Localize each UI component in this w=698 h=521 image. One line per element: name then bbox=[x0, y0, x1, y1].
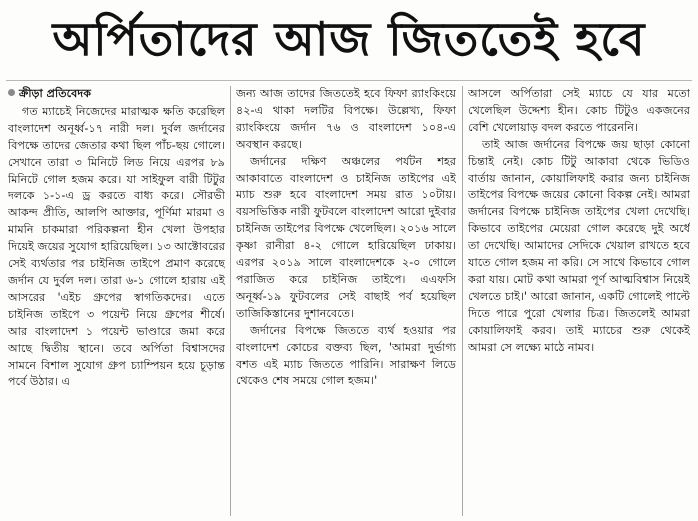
paragraph: জন্য আজ তাদের জিততেই হবে ফিফা র‍্যাংকিংয়ে ৪২-এ থাকা দলটির বিপক্ষে। উল্লেখ্য, ফিফা র‍্যাংকিংয়ে জর্দান ৭৬ ও বাংলাদেশ ১০৪-এ অবস্থান করছে। bbox=[236, 87, 456, 151]
paragraph: গত ম্যাচেই নিজেদের মারাত্মক ক্ষতি করেছিল বাংলাদেশ অনূর্ধ্ব-১৭ নারী দল। দুর্বল জর্দানের বিপক্ষে তাদের জেতার কথা ছিল পাঁচ-ছয় গোলে। সেখানে তারা ৩ মিনিটে লিড নিয়ে এরপর ৮৯ মিনিটে গোল হজম করে। যা সাইফুল বারী টিটুর দলকে ১-১-এ ড্র করতে বাধ্য করে। সৌরভী আকন্দ প্রীতি, আলপি আক্তার, পূর্ণিমা মারমা ও মামনি চাকমারা পরিকল্পনা হীন খেলা উপহার দিয়েই জয়ের সুযোগ হারিয়েছিল। ১৩ আক্টোবরের সেই ব্যর্থতার পর চাইনিজ তাইপে প্রমাণ করেছে জর্দান যে দুর্বল দল। তারা ৬-১ গোলে হারায় এই আসরের 'এইচ গ্রুপের স্বাগতিকদের। এতে চাইনিজ তাইপে ৩ পয়েন্ট নিয়ে গ্রুপের শীর্ষে। আর বাংলাদেশ ১ পয়েন্ট ভাণ্ডারে জমা করে আছে দ্বিতীয় স্থানে। তবে অর্পিতা বিশ্বাসদের সামনে বিশাল সুযোগ গ্রুপ চ্যাম্পিয়ন হয়ে চূড়ান্ত পর্বে উঠার। এ bbox=[8, 104, 225, 389]
column-divider bbox=[462, 86, 463, 516]
column-divider bbox=[230, 86, 231, 516]
byline bbox=[8, 86, 225, 103]
byline-text: ক্রীড়া প্রতিবেদক bbox=[19, 87, 92, 100]
article-column-1 bbox=[8, 86, 225, 516]
headline: অর্পিতাদের আজ জিততেই হবে bbox=[52, 12, 646, 66]
paragraph: আসলে অর্পিতারা সেই ম্যাচে যে যার মতো খেলেছিল উদ্দেশ্য হীন। কোচ টিটুও একজনের বেশি খেলোয়াড় বদল করতে পারেননি। bbox=[468, 87, 690, 134]
paragraph: তাই আজ জর্দানের বিপক্ষে জয় ছাড়া কোনো চিন্তাই নেই। কোচ টিটু আকাবা থেকে ভিডিও বার্তায় জানান, কোয়ালিফাই করার জন্য চাইনিজ তাইপের বিপক্ষে জয়ের কোনো বিকল্প নেই। আমরা জর্দানের বিপক্ষে চাইনিজ তাইপের খেলা দেখেছি। কিভাবে তাইপের মেয়েরা গোল করেছে দুই অর্ধে তা দেখেছি। আমাদের সেদিকে খেয়াল রাখতে হবে যাতে গোল হজম না করি। সে সাথে কিভাবে গোল করা যায়। মোট কথা আমরা পূর্ণ আত্মবিশ্বাস নিয়েই খেলতে চাই।' আরো জানান, একটি গোলেই পাল্টে দিতে পারে পুরো খেলার চিত্র। জিতলেই আমরা কোয়ালিফাই করব। তাই ম্যাচের শুরু থেকেই আমরা সে লক্ষ্যে মাঠে নামব। bbox=[468, 137, 690, 354]
article-column-3 bbox=[468, 86, 690, 516]
byline-bullet-icon bbox=[8, 89, 15, 96]
paragraph: জর্দানের বিপক্ষে জিততে ব্যর্থ হওয়ার পর বাংলাদেশ কোচের বক্তব্য ছিল, 'আমরা দুর্ভাগ্য বশত এই ম্যাচ জিততে পারিনি। সারাক্ষণ লিডে থেকেও শেষ সময়ে গোল হজম।' bbox=[236, 323, 456, 388]
article-column-2 bbox=[236, 86, 456, 516]
paragraph: জর্দানের দক্ষিণ অঞ্চলের পর্যটন শহর আকাবাতে বাংলাদেশ ও চাইনিজ তাইপের এই ম্যাচ শুরু হবে বাংলাদেশ সময় রাত ১০টায়। বয়সভিত্তিক নারী ফুটবলে বাংলাদেশ আরো দুইবার চাইনিজ তাইপের বিপক্ষে খেলেছিল। ২০১৬ সালে কৃষ্ণা রানীরা ৪-২ গোলে হারিয়েছিল ঢাকায়। এরপর ২০১৯ সালে বাংলাদেশকে ২-০ গোলে পরাজিত করে চাইনিজ তাইপে। এএফসি অনূর্ধ্ব-১৯ ফুটবলের সেই বাছাই পর্ব হয়েছিল তাজিকিস্তানের দুশানবেতে। bbox=[236, 154, 456, 320]
headline-rule bbox=[6, 80, 692, 81]
